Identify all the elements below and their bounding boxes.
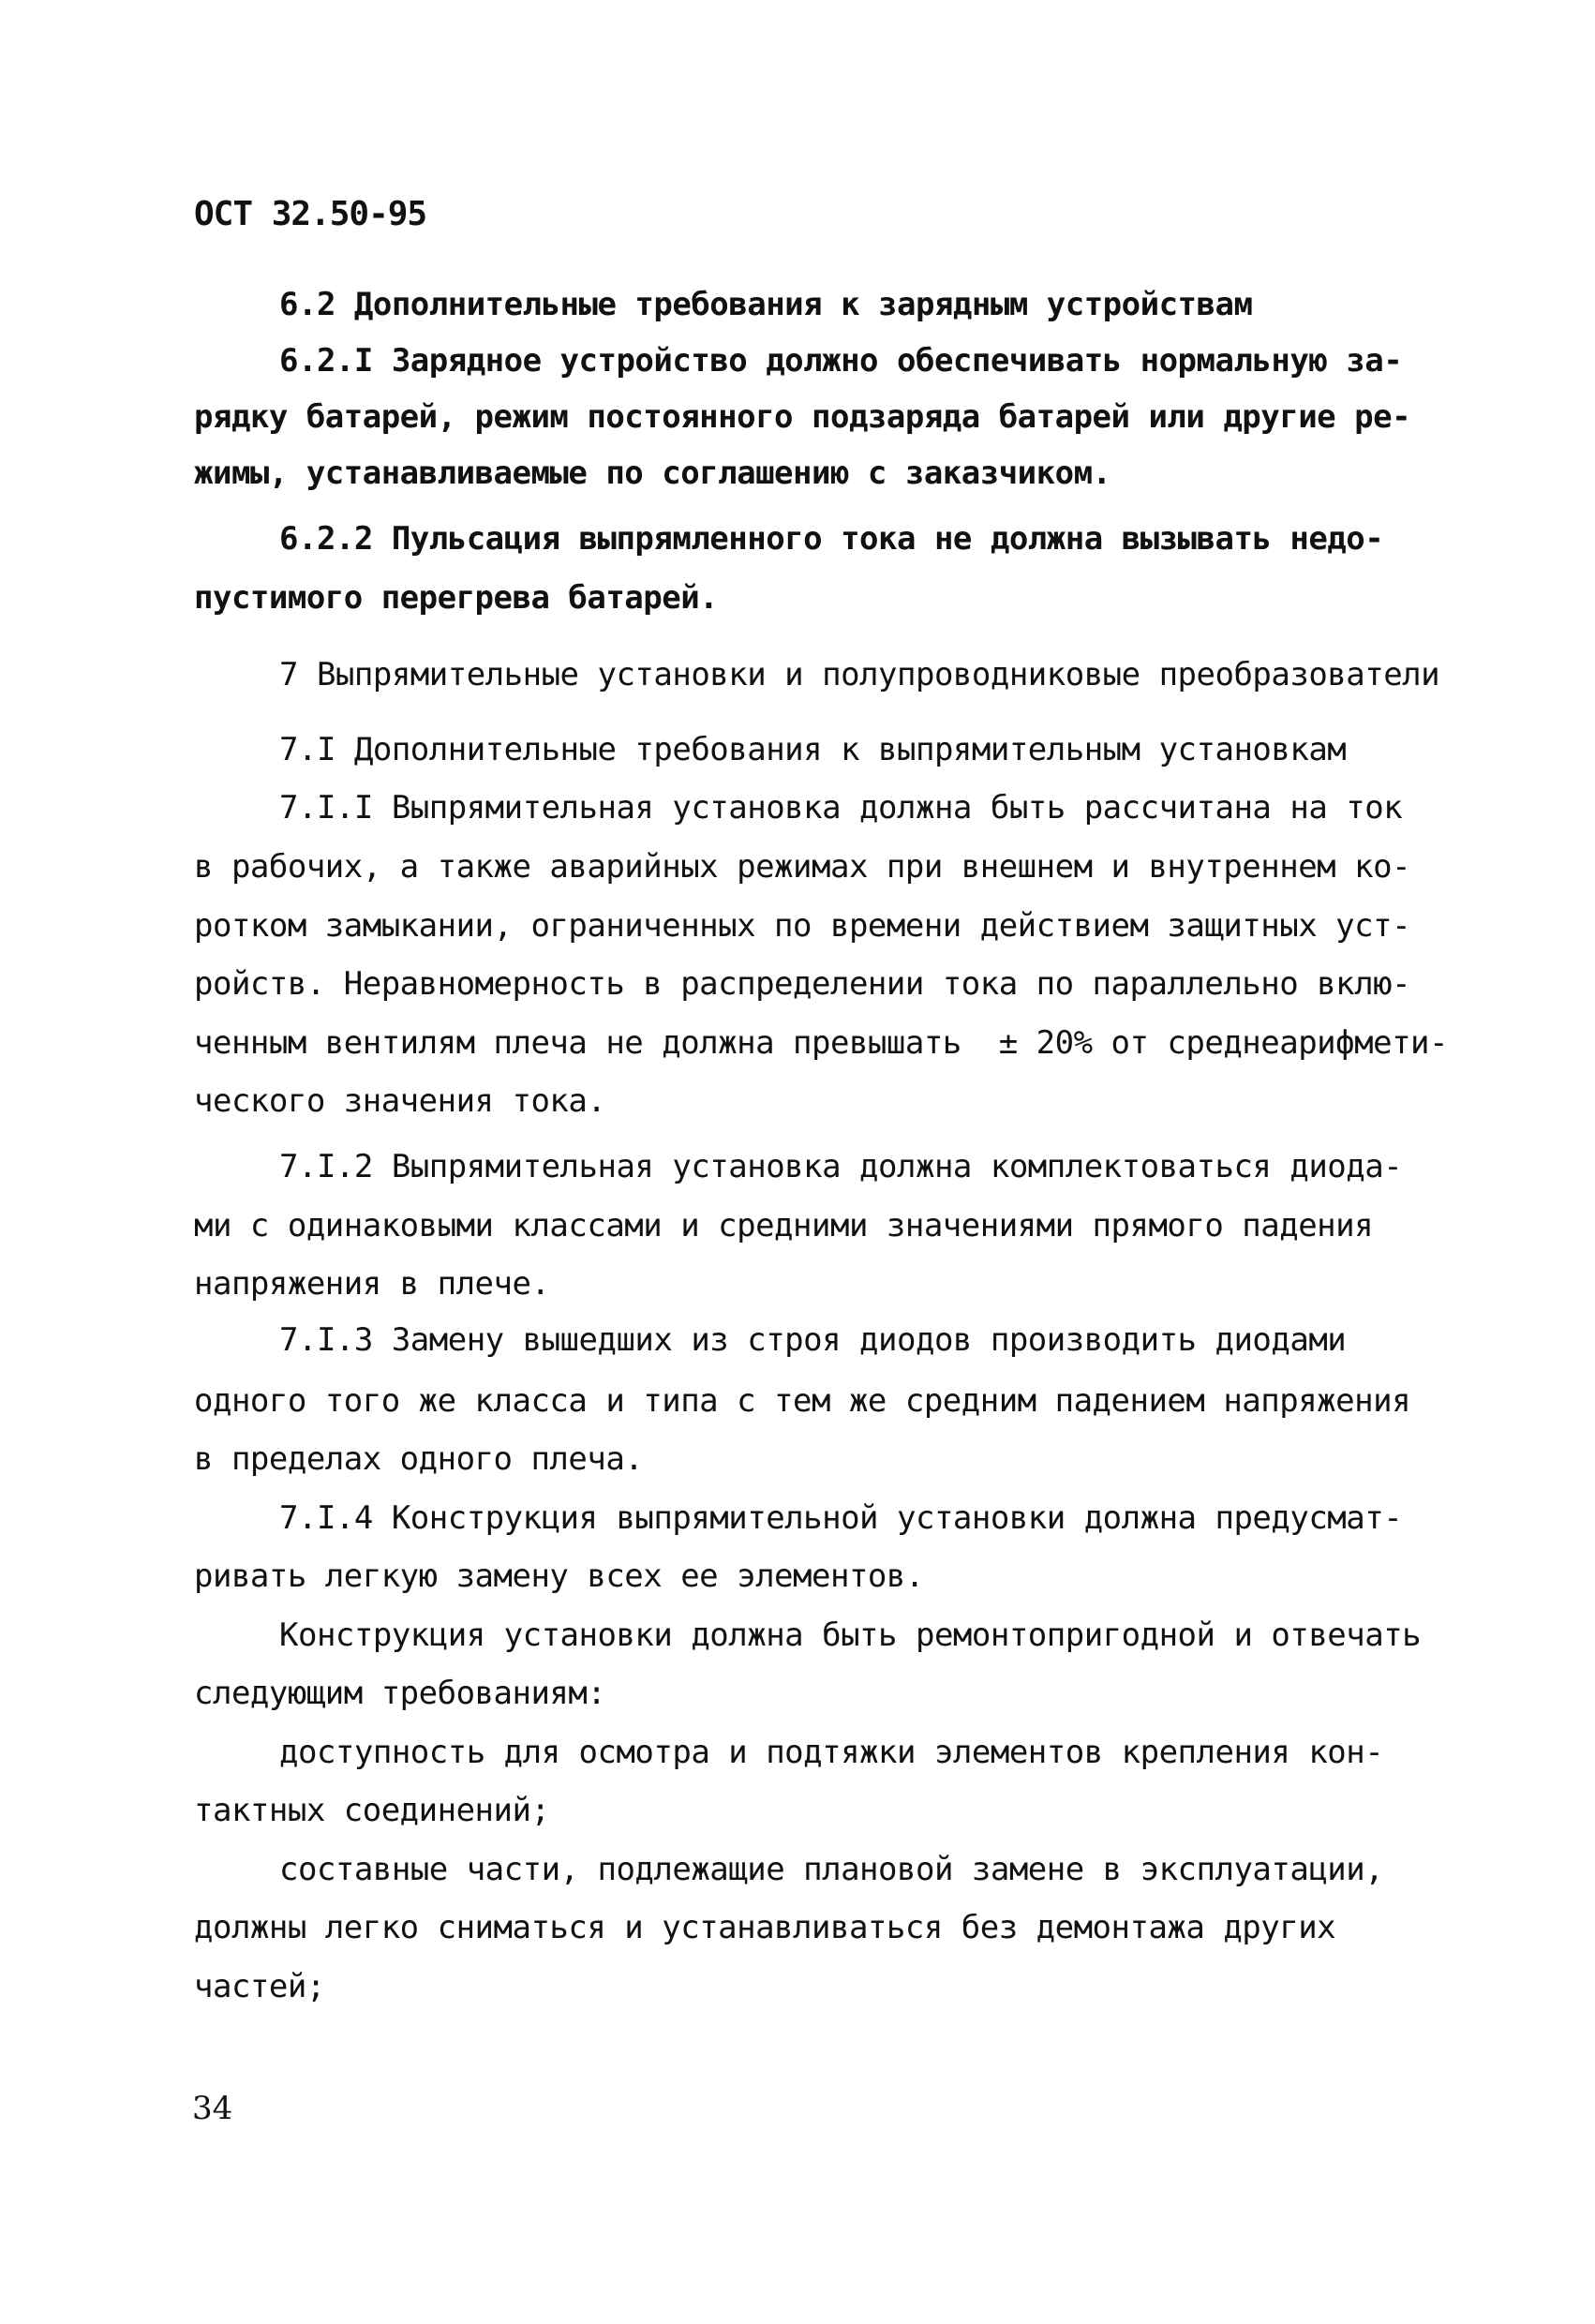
text-line: следующим требованиям: <box>194 1675 606 1712</box>
page-number: 34 <box>192 2090 233 2127</box>
text-line: Конструкция установки должна быть ремонтопригодной и отвечать <box>279 1616 1422 1654</box>
text-line: ройств. Неравномерность в распределении тока по параллельно вклю- <box>194 965 1411 1003</box>
text-line: 7.I.2 Выпрямительная установка должна комплектоваться диода- <box>279 1148 1403 1185</box>
text-line: ческого значения тока. <box>194 1082 606 1120</box>
text-line: в пределах одного плеча. <box>194 1440 644 1478</box>
text-line: в рабочих, а также аварийных режимах при внешнем и внутреннем ко- <box>194 848 1411 886</box>
text-line: 6.2.I Зарядное устройство должно обеспечивать нормальную за- <box>279 342 1403 380</box>
text-line: 6.2 Дополнительные требования к зарядным устройствам <box>279 286 1253 323</box>
text-line: ротком замыкании, ограниченных по времени действием защитных уст- <box>194 907 1411 945</box>
document-header: ОСТ 32.50-95 <box>194 195 427 233</box>
text-line: составные части, подлежащие плановой замене в эксплуатации, <box>279 1851 1384 1888</box>
text-line: жимы, устанавливаемые по соглашению с заказчиком. <box>194 454 1111 492</box>
text-line: ченным вентилям плеча не должна превышать ± 20% от среднеарифмети- <box>194 1024 1448 1062</box>
text-line: ми с одинаковыми классами и средними значениями прямого падения <box>194 1207 1374 1244</box>
text-line: одного того же класса и типа с тем же средним падением напряжения <box>194 1382 1411 1420</box>
text-line: рядку батарей, режим постоянного подзаряда батарей или другие ре- <box>194 398 1411 436</box>
text-line: должны легко сниматься и устанавливаться без демонтажа других <box>194 1909 1336 1946</box>
subsection-heading: 7.I Дополнительные требования к выпрямительным установкам <box>279 731 1347 768</box>
text-line: ривать легкую замену всех ее элементов. <box>194 1557 924 1595</box>
text-line: тактных соединений; <box>194 1792 550 1829</box>
text-line: частей; <box>194 1968 325 2005</box>
text-line: пустимого перегрева батарей. <box>194 579 719 617</box>
section-heading: 7 Выпрямительные установки и полупроводниковые преобразователи <box>279 656 1440 693</box>
text-line: 6.2.2 Пульсация выпрямленного тока не должна вызывать недо- <box>279 520 1384 558</box>
text-line: 7.I.3 Замену вышедших из строя диодов производить диодами <box>279 1321 1347 1359</box>
text-line: напряжения в плече. <box>194 1265 550 1303</box>
text-line: 7.I.4 Конструкция выпрямительной установки должна предусмат- <box>279 1499 1403 1537</box>
text-line: доступность для осмотра и подтяжки элементов крепления кон- <box>279 1734 1384 1771</box>
text-line: 7.I.I Выпрямительная установка должна быть рассчитана на ток <box>279 789 1403 827</box>
